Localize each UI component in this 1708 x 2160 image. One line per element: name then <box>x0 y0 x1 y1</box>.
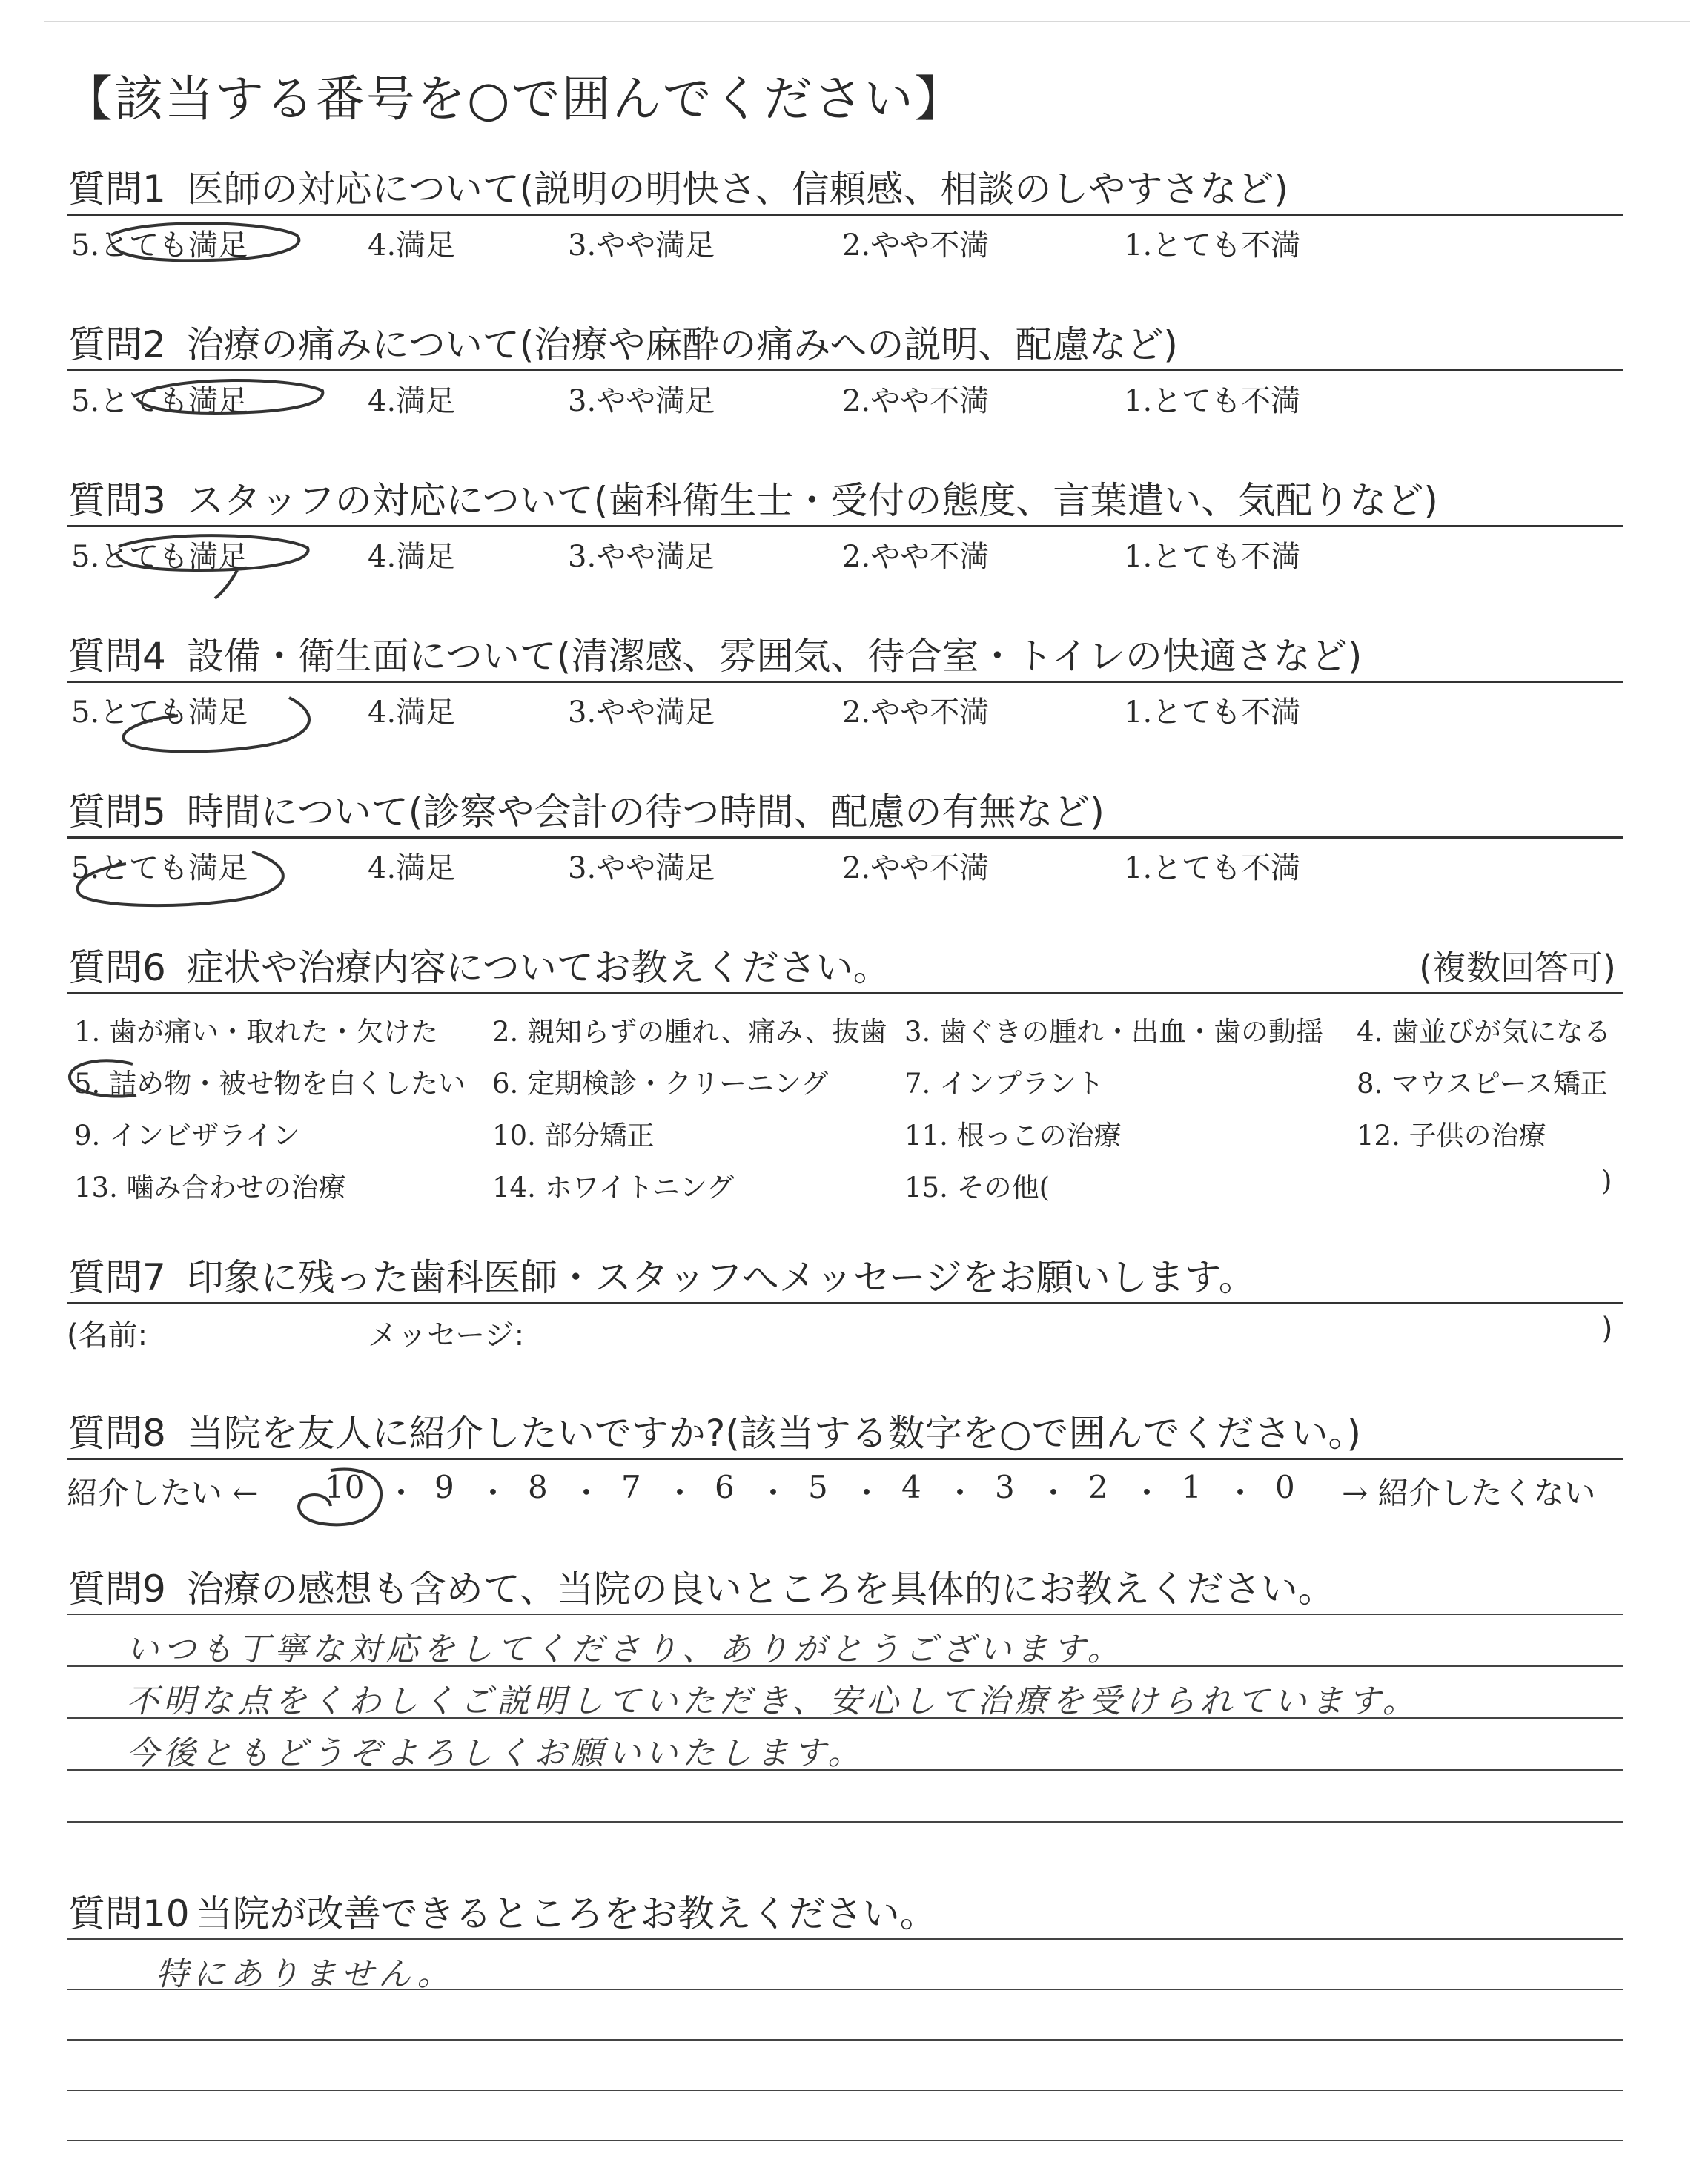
rating-options <box>67 839 1631 889</box>
scale-value[interactable]: 3 <box>995 1469 1015 1505</box>
multiple-answers-note: (複数回答可) <box>1419 948 1616 988</box>
symptom-option[interactable]: 12. 子供の治療 <box>1357 1120 1546 1152</box>
rating-options <box>67 371 1631 422</box>
option-1[interactable]: 1.とても不満 <box>1124 384 1301 418</box>
option-2[interactable]: 2.やや不満 <box>842 384 990 418</box>
scale-value[interactable]: 2 <box>1088 1469 1108 1505</box>
symptom-option[interactable]: 8. マウスピース矯正 <box>1357 1068 1608 1100</box>
scale-value[interactable]: 9 <box>434 1469 454 1505</box>
symptom-option[interactable]: 1. 歯が痛い・取れた・欠けた <box>74 1016 439 1048</box>
question-6 <box>67 943 1631 1209</box>
scale-value[interactable]: 5 <box>808 1469 828 1505</box>
question-text: 治療の感想も含めて、当院の良いところを具体的にお教えください。 <box>186 1568 1335 1611</box>
question-8 <box>67 1409 1631 1519</box>
symptom-option[interactable]: 5. 詰め物・被せ物を白くしたい <box>74 1068 466 1100</box>
question-number: 質問3 <box>68 479 166 522</box>
answer-line <box>67 2140 1623 2141</box>
option-1[interactable]: 1.とても不満 <box>1124 228 1301 262</box>
question-text: 当院が改善できるところをお教えください。 <box>195 1892 937 1935</box>
question-title <box>67 1409 1631 1458</box>
scale-value[interactable]: 10 <box>325 1469 365 1505</box>
question-number: 質問2 <box>68 323 166 366</box>
question-2 <box>67 320 1631 422</box>
rating-options <box>67 216 1631 266</box>
scale-separator: ・ <box>758 1475 790 1511</box>
option-2[interactable]: 2.やや不満 <box>842 540 990 574</box>
question-number: 質問1 <box>68 168 166 211</box>
question-title <box>67 476 1631 525</box>
option-1[interactable]: 1.とても不満 <box>1124 540 1301 574</box>
question-title <box>67 1889 1631 1938</box>
question-text: 治療の痛みについて(治療や麻酔の痛みへの説明、配慮など) <box>186 323 1178 366</box>
scale-separator: ・ <box>944 1475 976 1511</box>
question-text: 印象に残った歯科医師・スタッフへメッセージをお願いします。 <box>186 1256 1256 1299</box>
option-3[interactable]: 3.やや満足 <box>568 851 715 885</box>
scale-value[interactable]: 1 <box>1182 1469 1202 1505</box>
option-2[interactable]: 2.やや不満 <box>842 228 990 262</box>
handwritten-answer-line: 特にありません。 <box>156 1955 454 1993</box>
question-text: 当院を友人に紹介したいですか?(該当する数字を○で囲んでください。) <box>186 1412 1361 1455</box>
symptom-option[interactable]: 7. インプラント <box>904 1068 1105 1100</box>
option-3[interactable]: 3.やや満足 <box>568 696 715 730</box>
option-4[interactable]: 4.満足 <box>368 851 456 885</box>
answer-line <box>67 1938 1623 1940</box>
option-5[interactable]: 5.とても満足 <box>71 851 248 885</box>
scale-separator: ・ <box>1038 1475 1070 1511</box>
scale-separator: ・ <box>851 1475 883 1511</box>
message-row <box>67 1304 1631 1356</box>
scale-separator: ・ <box>571 1475 603 1511</box>
question-text: 時間について(診察や会計の待つ時間、配慮の有無など) <box>186 790 1105 833</box>
symptom-options <box>67 994 1631 1209</box>
question-4 <box>67 632 1631 733</box>
symptom-option[interactable]: 13. 噛み合わせの治療 <box>74 1172 346 1203</box>
question-3 <box>67 476 1631 578</box>
option-5[interactable]: 5.とても満足 <box>71 384 248 418</box>
option-1[interactable]: 1.とても不満 <box>1124 851 1301 885</box>
top-edge-line <box>44 21 1690 22</box>
option-3[interactable]: 3.やや満足 <box>568 228 715 262</box>
question-9 <box>67 1565 1631 1895</box>
symptom-option[interactable]: 11. 根っこの治療 <box>904 1120 1122 1152</box>
recommend-left-label: 紹介したい ← <box>67 1475 259 1511</box>
question-10 <box>67 1889 1631 2153</box>
option-5[interactable]: 5.とても満足 <box>71 228 248 262</box>
scale-value[interactable]: 7 <box>621 1469 641 1505</box>
symptom-option[interactable]: 2. 親知らずの腫れ、痛み、抜歯 <box>492 1016 887 1048</box>
scale-value[interactable]: 4 <box>901 1469 921 1505</box>
question-5 <box>67 787 1631 889</box>
handwritten-answer-line: いつも丁寧な対応をしてくださり、ありがとうございます。 <box>126 1631 1125 1668</box>
question-number: 質問7 <box>68 1256 166 1299</box>
answer-area <box>67 1614 1631 1895</box>
question-title <box>67 1565 1631 1614</box>
rating-options <box>67 683 1631 733</box>
question-title <box>67 1253 1631 1302</box>
name-label: (名前: <box>67 1318 148 1353</box>
answer-line <box>67 2090 1623 2091</box>
scale-value[interactable]: 6 <box>715 1469 735 1505</box>
answer-area <box>67 1938 1631 2153</box>
option-3[interactable]: 3.やや満足 <box>568 540 715 574</box>
option-5[interactable]: 5.とても満足 <box>71 696 248 730</box>
scale-separator: ・ <box>477 1475 509 1511</box>
option-2[interactable]: 2.やや不満 <box>842 696 990 730</box>
question-title <box>67 632 1631 681</box>
option-3[interactable]: 3.やや満足 <box>568 384 715 418</box>
question-title <box>67 943 1631 992</box>
question-7 <box>67 1253 1631 1356</box>
question-title <box>67 165 1631 214</box>
answer-line <box>67 1614 1623 1615</box>
message-close-paren: ) <box>1601 1312 1613 1346</box>
answer-line <box>67 1821 1623 1823</box>
symptom-option[interactable]: 15. その他( <box>904 1172 1050 1203</box>
question-number: 質問8 <box>68 1412 166 1455</box>
question-title <box>67 320 1631 369</box>
question-1 <box>67 165 1631 266</box>
question-number: 質問9 <box>68 1568 166 1611</box>
scale-separator: ・ <box>664 1475 696 1511</box>
option-2[interactable]: 2.やや不満 <box>842 851 990 885</box>
option-5[interactable]: 5.とても満足 <box>71 540 248 574</box>
symptom-option[interactable]: 4. 歯並びが気になる <box>1357 1016 1612 1048</box>
scale-separator: ・ <box>1131 1475 1163 1511</box>
question-text: スタッフの対応について(歯科衛生士・受付の態度、言葉遣い、気配りなど) <box>186 479 1438 522</box>
recommend-right-label: → 紹介したくない <box>1342 1475 1596 1511</box>
question-text: 症状や治療内容についてお教えください。 <box>186 946 890 989</box>
scale-separator: ・ <box>385 1475 417 1511</box>
symptom-option[interactable]: 10. 部分矯正 <box>492 1120 655 1152</box>
symptom-option[interactable]: 3. 歯ぐきの腫れ・出血・歯の動揺 <box>904 1016 1324 1048</box>
question-text: 医師の対応について(説明の明快さ、信頼感、相談のしやすさなど) <box>186 168 1288 211</box>
option-4[interactable]: 4.満足 <box>368 228 456 262</box>
handwritten-answer-line: 不明な点をくわしくご説明していただき、安心して治療を受けられています。 <box>126 1682 1420 1720</box>
question-number: 質問4 <box>68 635 166 678</box>
symptom-option[interactable]: 6. 定期検診・クリーニング <box>492 1068 829 1100</box>
scale-separator: ・ <box>1225 1475 1257 1511</box>
handwritten-answer-line: 今後ともどうぞよろしくお願いいたします。 <box>126 1734 865 1772</box>
scale-value[interactable]: 0 <box>1275 1469 1295 1505</box>
symptom-option[interactable]: 9. インビザライン <box>74 1120 300 1152</box>
recommend-scale <box>67 1460 1631 1519</box>
question-title <box>67 787 1631 836</box>
sheet-heading: 【該当する番号を○で囲んでください】 <box>64 70 965 128</box>
question-number: 質問6 <box>68 946 166 989</box>
answer-line <box>67 2039 1623 2041</box>
option-4[interactable]: 4.満足 <box>368 696 456 730</box>
other-close-paren: ) <box>1601 1165 1612 1197</box>
option-4[interactable]: 4.満足 <box>368 540 456 574</box>
option-4[interactable]: 4.満足 <box>368 384 456 418</box>
symptom-option[interactable]: 14. ホワイトニング <box>492 1172 735 1203</box>
scale-value[interactable]: 8 <box>528 1469 548 1505</box>
option-1[interactable]: 1.とても不満 <box>1124 696 1301 730</box>
question-number: 質問5 <box>68 790 166 833</box>
question-text: 設備・衛生面について(清潔感、雰囲気、待合室・トイレの快適さなど) <box>186 635 1363 678</box>
question-number: 質問10 <box>68 1892 190 1935</box>
message-label: メッセージ: <box>368 1318 525 1353</box>
rating-options <box>67 527 1631 578</box>
